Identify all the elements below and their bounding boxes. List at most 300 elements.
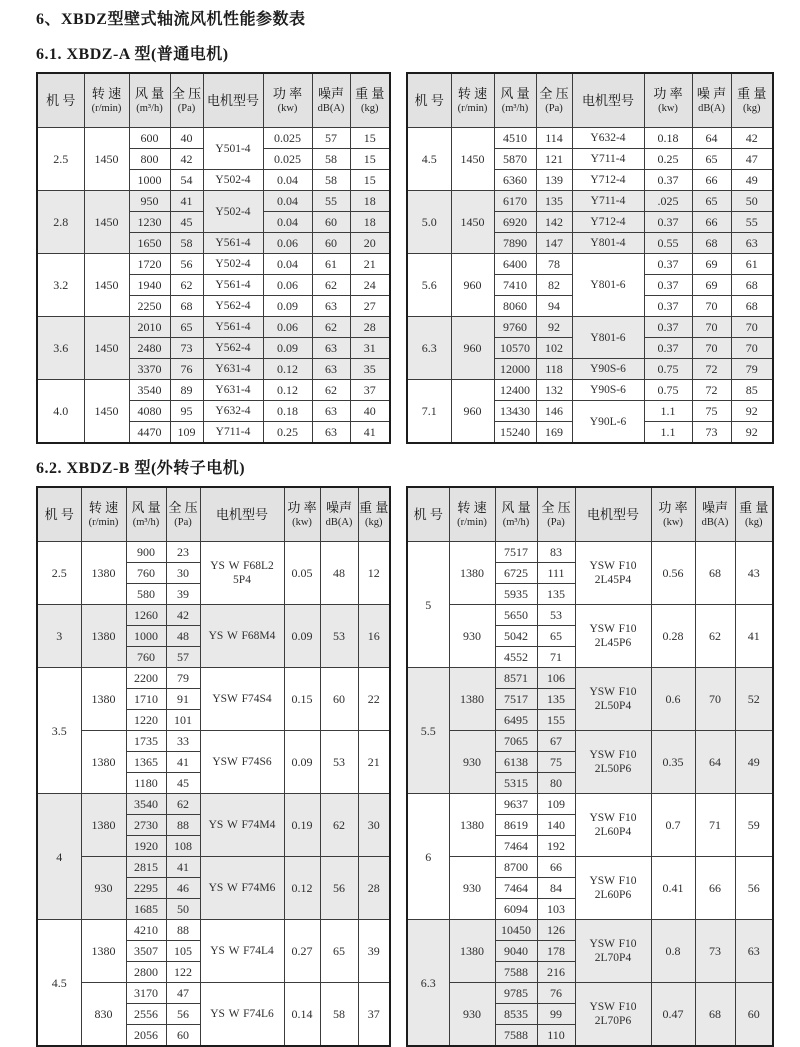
value-cell: 1.1 bbox=[644, 422, 692, 444]
value-cell: 114 bbox=[536, 128, 572, 149]
value-cell: 4080 bbox=[129, 401, 170, 422]
value-cell: 9040 bbox=[495, 941, 537, 962]
value-cell: 5.6 bbox=[407, 254, 451, 317]
value-cell: 68 bbox=[695, 983, 735, 1047]
column-header: 全 压 (Pa) bbox=[170, 73, 203, 128]
value-cell: 70 bbox=[731, 317, 773, 338]
value-cell: 5935 bbox=[495, 584, 537, 605]
value-cell: 0.37 bbox=[644, 275, 692, 296]
motor-model-cell: Y502-4 bbox=[203, 191, 263, 233]
value-cell: 950 bbox=[129, 191, 170, 212]
value-cell: 31 bbox=[350, 338, 390, 359]
value-cell: 122 bbox=[166, 962, 200, 983]
value-cell: 79 bbox=[166, 668, 200, 689]
motor-model-cell: YS W F74M6 bbox=[200, 857, 284, 920]
value-cell: 2200 bbox=[126, 668, 166, 689]
value-cell: 88 bbox=[166, 920, 200, 941]
value-cell: 49 bbox=[735, 731, 773, 794]
column-header: 风 量 (m³/h) bbox=[495, 487, 537, 542]
value-cell: .025 bbox=[644, 191, 692, 212]
motor-model-cell: Y801-6 bbox=[572, 317, 644, 359]
value-cell: 41 bbox=[170, 191, 203, 212]
motor-model-cell: Y711-4 bbox=[572, 149, 644, 170]
column-header: 转 速 (r/min) bbox=[81, 487, 126, 542]
value-cell: 1180 bbox=[126, 773, 166, 794]
value-cell: 63 bbox=[312, 359, 350, 380]
motor-model-cell: Y711-4 bbox=[572, 191, 644, 212]
table-xbdz-b-right bbox=[406, 486, 774, 1047]
table-xbdz-a-left bbox=[36, 72, 391, 444]
value-cell: 0.25 bbox=[644, 149, 692, 170]
value-cell: 68 bbox=[695, 542, 735, 605]
value-cell: 110 bbox=[537, 1025, 575, 1047]
value-cell: 88 bbox=[166, 815, 200, 836]
header-row bbox=[37, 487, 390, 542]
value-cell: 139 bbox=[536, 170, 572, 191]
column-header: 重 量 (kg) bbox=[735, 487, 773, 542]
table-row bbox=[407, 920, 773, 941]
value-cell: 6920 bbox=[494, 212, 536, 233]
value-cell: 52 bbox=[735, 668, 773, 731]
value-cell: 8571 bbox=[495, 668, 537, 689]
value-cell: 70 bbox=[695, 668, 735, 731]
value-cell: 105 bbox=[166, 941, 200, 962]
motor-model-cell: YSW F10 2L70P4 bbox=[575, 920, 651, 983]
column-header: 噪声 dB(A) bbox=[320, 487, 358, 542]
value-cell: 4.5 bbox=[407, 128, 451, 191]
column-header: 噪声 dB(A) bbox=[695, 487, 735, 542]
value-cell: 50 bbox=[731, 191, 773, 212]
value-cell: 102 bbox=[536, 338, 572, 359]
motor-model-cell: Y90S-6 bbox=[572, 380, 644, 401]
value-cell: 73 bbox=[695, 920, 735, 983]
value-cell: 23 bbox=[166, 542, 200, 563]
value-cell: 21 bbox=[350, 254, 390, 275]
value-cell: 0.12 bbox=[263, 380, 312, 401]
value-cell: 48 bbox=[320, 542, 358, 605]
value-cell: 146 bbox=[536, 401, 572, 422]
table-row bbox=[37, 254, 390, 275]
value-cell: 53 bbox=[320, 605, 358, 668]
header-row bbox=[407, 73, 773, 128]
value-cell: 2556 bbox=[126, 1004, 166, 1025]
value-cell: 960 bbox=[451, 254, 494, 317]
motor-model-cell: YSW F10 2L60P6 bbox=[575, 857, 651, 920]
value-cell: 4210 bbox=[126, 920, 166, 941]
motor-model-cell: YSW F10 2L50P4 bbox=[575, 668, 651, 731]
value-cell: 5.5 bbox=[407, 668, 449, 794]
motor-model-cell: Y562-4 bbox=[203, 338, 263, 359]
table-row bbox=[37, 317, 390, 338]
value-cell: 6170 bbox=[494, 191, 536, 212]
value-cell: 69 bbox=[692, 254, 731, 275]
table-row bbox=[37, 731, 390, 752]
column-header: 电机型号 bbox=[575, 487, 651, 542]
value-cell: 1450 bbox=[84, 254, 129, 317]
value-cell: 147 bbox=[536, 233, 572, 254]
table-row bbox=[37, 983, 390, 1004]
column-header: 转 速 (r/min) bbox=[451, 73, 494, 128]
value-cell: 132 bbox=[536, 380, 572, 401]
value-cell: 63 bbox=[312, 422, 350, 444]
value-cell: 46 bbox=[166, 878, 200, 899]
value-cell: 900 bbox=[126, 542, 166, 563]
motor-model-cell: Y631-4 bbox=[203, 380, 263, 401]
value-cell: 1000 bbox=[129, 170, 170, 191]
table-row bbox=[37, 542, 390, 563]
value-cell: 37 bbox=[358, 983, 390, 1047]
value-cell: 0.12 bbox=[284, 857, 320, 920]
section-a-tables bbox=[36, 72, 774, 444]
value-cell: 960 bbox=[451, 380, 494, 444]
table-xbdz-a-right bbox=[406, 72, 774, 444]
value-cell: 1380 bbox=[81, 731, 126, 794]
value-cell: 7890 bbox=[494, 233, 536, 254]
value-cell: 72 bbox=[692, 359, 731, 380]
value-cell: 2730 bbox=[126, 815, 166, 836]
value-cell: 2.5 bbox=[37, 542, 81, 605]
value-cell: 64 bbox=[695, 731, 735, 794]
value-cell: 57 bbox=[166, 647, 200, 668]
value-cell: 1260 bbox=[126, 605, 166, 626]
table-row bbox=[407, 380, 773, 401]
value-cell: 62 bbox=[320, 794, 358, 857]
value-cell: 62 bbox=[312, 317, 350, 338]
value-cell: 0.025 bbox=[263, 128, 312, 149]
value-cell: 0.75 bbox=[644, 380, 692, 401]
value-cell: 2815 bbox=[126, 857, 166, 878]
value-cell: 1920 bbox=[126, 836, 166, 857]
value-cell: 76 bbox=[537, 983, 575, 1004]
value-cell: 3370 bbox=[129, 359, 170, 380]
value-cell: 169 bbox=[536, 422, 572, 444]
value-cell: 16 bbox=[358, 605, 390, 668]
table-row bbox=[407, 857, 773, 878]
value-cell: 66 bbox=[692, 170, 731, 191]
motor-model-cell: YSW F10 2L45P4 bbox=[575, 542, 651, 605]
value-cell: 6360 bbox=[494, 170, 536, 191]
value-cell: 62 bbox=[170, 275, 203, 296]
value-cell: 7588 bbox=[495, 1025, 537, 1047]
value-cell: 1450 bbox=[84, 317, 129, 380]
table-row bbox=[407, 731, 773, 752]
value-cell: 12 bbox=[358, 542, 390, 605]
value-cell: 7517 bbox=[495, 542, 537, 563]
column-header: 功 率 (kw) bbox=[651, 487, 695, 542]
column-header: 电机型号 bbox=[200, 487, 284, 542]
value-cell: 8535 bbox=[495, 1004, 537, 1025]
column-header: 风 量 (m³/h) bbox=[126, 487, 166, 542]
value-cell: 0.56 bbox=[651, 542, 695, 605]
table-row bbox=[37, 668, 390, 689]
table-row bbox=[37, 191, 390, 212]
value-cell: 0.7 bbox=[651, 794, 695, 857]
value-cell: 0.47 bbox=[651, 983, 695, 1047]
value-cell: 7065 bbox=[495, 731, 537, 752]
section-b-title: 6.2. XBDZ-B 型(外转子电机) bbox=[36, 460, 246, 477]
motor-model-cell: Y562-4 bbox=[203, 296, 263, 317]
value-cell: 91 bbox=[166, 689, 200, 710]
value-cell: 10570 bbox=[494, 338, 536, 359]
value-cell: 600 bbox=[129, 128, 170, 149]
value-cell: 0.55 bbox=[644, 233, 692, 254]
motor-model-cell: Y501-4 bbox=[203, 128, 263, 170]
value-cell: 22 bbox=[358, 668, 390, 731]
value-cell: 30 bbox=[166, 563, 200, 584]
value-cell: 1650 bbox=[129, 233, 170, 254]
value-cell: 0.27 bbox=[284, 920, 320, 983]
value-cell: 960 bbox=[451, 317, 494, 380]
value-cell: 56 bbox=[166, 1004, 200, 1025]
value-cell: 3540 bbox=[129, 380, 170, 401]
value-cell: 8700 bbox=[495, 857, 537, 878]
value-cell: 6.3 bbox=[407, 317, 451, 380]
value-cell: 1380 bbox=[81, 668, 126, 731]
value-cell: 7464 bbox=[495, 878, 537, 899]
value-cell: 69 bbox=[692, 275, 731, 296]
value-cell: 61 bbox=[731, 254, 773, 275]
column-header: 全 压 (Pa) bbox=[166, 487, 200, 542]
table-row bbox=[407, 542, 773, 563]
value-cell: 66 bbox=[537, 857, 575, 878]
value-cell: 10450 bbox=[495, 920, 537, 941]
value-cell: 142 bbox=[536, 212, 572, 233]
value-cell: 4.5 bbox=[37, 920, 81, 1047]
value-cell: 0.37 bbox=[644, 296, 692, 317]
value-cell: 58 bbox=[312, 149, 350, 170]
value-cell: 0.14 bbox=[284, 983, 320, 1047]
value-cell: 7464 bbox=[495, 836, 537, 857]
value-cell: 2056 bbox=[126, 1025, 166, 1047]
value-cell: 28 bbox=[358, 857, 390, 920]
value-cell: 1380 bbox=[449, 794, 495, 857]
value-cell: 6 bbox=[407, 794, 449, 920]
table-row bbox=[37, 920, 390, 941]
value-cell: 70 bbox=[692, 338, 731, 359]
value-cell: 1685 bbox=[126, 899, 166, 920]
value-cell: 8060 bbox=[494, 296, 536, 317]
value-cell: 9637 bbox=[495, 794, 537, 815]
value-cell: 7517 bbox=[495, 689, 537, 710]
motor-model-cell: YSW F10 2L70P6 bbox=[575, 983, 651, 1047]
column-header: 功 率 (kw) bbox=[644, 73, 692, 128]
table-row bbox=[407, 128, 773, 149]
value-cell: 68 bbox=[731, 296, 773, 317]
value-cell: 2010 bbox=[129, 317, 170, 338]
motor-model-cell: Y561-4 bbox=[203, 317, 263, 338]
motor-model-cell: Y631-4 bbox=[203, 359, 263, 380]
motor-model-cell: Y712-4 bbox=[572, 212, 644, 233]
value-cell: 56 bbox=[170, 254, 203, 275]
value-cell: 15 bbox=[350, 170, 390, 191]
value-cell: 41 bbox=[350, 422, 390, 444]
value-cell: 6.3 bbox=[407, 920, 449, 1047]
value-cell: 66 bbox=[692, 212, 731, 233]
table-row bbox=[407, 983, 773, 1004]
value-cell: 60 bbox=[312, 212, 350, 233]
value-cell: 5042 bbox=[495, 626, 537, 647]
value-cell: 126 bbox=[537, 920, 575, 941]
value-cell: 13430 bbox=[494, 401, 536, 422]
value-cell: 7.1 bbox=[407, 380, 451, 444]
value-cell: 70 bbox=[692, 317, 731, 338]
value-cell: 0.04 bbox=[263, 254, 312, 275]
value-cell: 7588 bbox=[495, 962, 537, 983]
motor-model-cell: Y801-4 bbox=[572, 233, 644, 254]
value-cell: 0.09 bbox=[263, 296, 312, 317]
value-cell: 1710 bbox=[126, 689, 166, 710]
value-cell: 47 bbox=[166, 983, 200, 1004]
value-cell: 5 bbox=[407, 542, 449, 668]
value-cell: 92 bbox=[731, 422, 773, 444]
value-cell: 43 bbox=[735, 542, 773, 605]
column-header: 转 速 (r/min) bbox=[84, 73, 129, 128]
value-cell: 35 bbox=[350, 359, 390, 380]
motor-model-cell: YS W F68M4 bbox=[200, 605, 284, 668]
value-cell: 62 bbox=[312, 380, 350, 401]
value-cell: 0.25 bbox=[263, 422, 312, 444]
value-cell: 0.37 bbox=[644, 212, 692, 233]
motor-model-cell: Y712-4 bbox=[572, 170, 644, 191]
table-row bbox=[37, 380, 390, 401]
value-cell: 42 bbox=[170, 149, 203, 170]
value-cell: 0.04 bbox=[263, 170, 312, 191]
value-cell: 47 bbox=[731, 149, 773, 170]
value-cell: 1450 bbox=[84, 191, 129, 254]
value-cell: 75 bbox=[537, 752, 575, 773]
column-header: 重 量 (kg) bbox=[350, 73, 390, 128]
column-header: 风 量 (m³/h) bbox=[129, 73, 170, 128]
value-cell: 37 bbox=[350, 380, 390, 401]
value-cell: 0.37 bbox=[644, 338, 692, 359]
value-cell: 73 bbox=[692, 422, 731, 444]
value-cell: 580 bbox=[126, 584, 166, 605]
value-cell: 1365 bbox=[126, 752, 166, 773]
motor-model-cell: Y632-4 bbox=[572, 128, 644, 149]
value-cell: 80 bbox=[537, 773, 575, 794]
value-cell: 83 bbox=[537, 542, 575, 563]
column-header: 全 压 (Pa) bbox=[537, 487, 575, 542]
column-header: 机 号 bbox=[407, 73, 451, 128]
value-cell: 65 bbox=[537, 626, 575, 647]
value-cell: 3170 bbox=[126, 983, 166, 1004]
value-cell: 830 bbox=[81, 983, 126, 1047]
motor-model-cell: YS W F74L4 bbox=[200, 920, 284, 983]
value-cell: 3.2 bbox=[37, 254, 84, 317]
value-cell: 27 bbox=[350, 296, 390, 317]
value-cell: 21 bbox=[358, 731, 390, 794]
value-cell: 0.04 bbox=[263, 212, 312, 233]
value-cell: 62 bbox=[695, 605, 735, 668]
motor-model-cell: Y90S-6 bbox=[572, 359, 644, 380]
section-b-tables bbox=[36, 486, 774, 1047]
value-cell: 9760 bbox=[494, 317, 536, 338]
value-cell: 67 bbox=[537, 731, 575, 752]
value-cell: 53 bbox=[537, 605, 575, 626]
value-cell: 24 bbox=[350, 275, 390, 296]
value-cell: 62 bbox=[312, 275, 350, 296]
value-cell: 0.09 bbox=[263, 338, 312, 359]
value-cell: 106 bbox=[537, 668, 575, 689]
value-cell: 0.06 bbox=[263, 233, 312, 254]
value-cell: 0.8 bbox=[651, 920, 695, 983]
value-cell: 0.19 bbox=[284, 794, 320, 857]
motor-model-cell: Y801-6 bbox=[572, 254, 644, 317]
value-cell: 216 bbox=[537, 962, 575, 983]
motor-model-cell: Y711-4 bbox=[203, 422, 263, 444]
motor-model-cell: YS W F68L2 5P4 bbox=[200, 542, 284, 605]
value-cell: 58 bbox=[312, 170, 350, 191]
value-cell: 6400 bbox=[494, 254, 536, 275]
value-cell: 0.04 bbox=[263, 191, 312, 212]
value-cell: 85 bbox=[731, 380, 773, 401]
table-row bbox=[407, 317, 773, 338]
value-cell: 54 bbox=[170, 170, 203, 191]
value-cell: 66 bbox=[695, 857, 735, 920]
value-cell: 79 bbox=[731, 359, 773, 380]
value-cell: 55 bbox=[312, 191, 350, 212]
value-cell: 33 bbox=[166, 731, 200, 752]
value-cell: 63 bbox=[731, 233, 773, 254]
value-cell: 49 bbox=[731, 170, 773, 191]
value-cell: 68 bbox=[692, 233, 731, 254]
value-cell: 108 bbox=[166, 836, 200, 857]
value-cell: 0.41 bbox=[651, 857, 695, 920]
value-cell: 0.06 bbox=[263, 317, 312, 338]
value-cell: 1940 bbox=[129, 275, 170, 296]
value-cell: 65 bbox=[692, 149, 731, 170]
value-cell: 65 bbox=[320, 920, 358, 983]
value-cell: 1380 bbox=[449, 542, 495, 605]
value-cell: 760 bbox=[126, 563, 166, 584]
value-cell: 57 bbox=[312, 128, 350, 149]
value-cell: 4.0 bbox=[37, 380, 84, 444]
value-cell: 71 bbox=[537, 647, 575, 668]
value-cell: 0.05 bbox=[284, 542, 320, 605]
value-cell: 60 bbox=[735, 983, 773, 1047]
value-cell: 135 bbox=[537, 584, 575, 605]
value-cell: 0.06 bbox=[263, 275, 312, 296]
value-cell: 2295 bbox=[126, 878, 166, 899]
value-cell: 2.5 bbox=[37, 128, 84, 191]
value-cell: 18 bbox=[350, 212, 390, 233]
value-cell: 135 bbox=[537, 689, 575, 710]
value-cell: 30 bbox=[358, 794, 390, 857]
value-cell: 930 bbox=[449, 605, 495, 668]
value-cell: 63 bbox=[312, 401, 350, 422]
section-a-title: 6.1. XBDZ-A 型(普通电机) bbox=[36, 46, 229, 63]
value-cell: 41 bbox=[166, 857, 200, 878]
table-row bbox=[37, 605, 390, 626]
table-row bbox=[407, 794, 773, 815]
motor-model-cell: YSW F10 2L50P6 bbox=[575, 731, 651, 794]
value-cell: 39 bbox=[166, 584, 200, 605]
value-cell: 0.6 bbox=[651, 668, 695, 731]
value-cell: 92 bbox=[536, 317, 572, 338]
motor-model-cell: Y561-4 bbox=[203, 275, 263, 296]
value-cell: 2480 bbox=[129, 338, 170, 359]
value-cell: 1380 bbox=[81, 920, 126, 983]
value-cell: 15 bbox=[350, 128, 390, 149]
motor-model-cell: YSW F74S4 bbox=[200, 668, 284, 731]
value-cell: 2800 bbox=[126, 962, 166, 983]
value-cell: 4470 bbox=[129, 422, 170, 444]
value-cell: 60 bbox=[312, 233, 350, 254]
value-cell: 82 bbox=[536, 275, 572, 296]
motor-model-cell: Y632-4 bbox=[203, 401, 263, 422]
value-cell: 0.18 bbox=[644, 128, 692, 149]
value-cell: 50 bbox=[166, 899, 200, 920]
